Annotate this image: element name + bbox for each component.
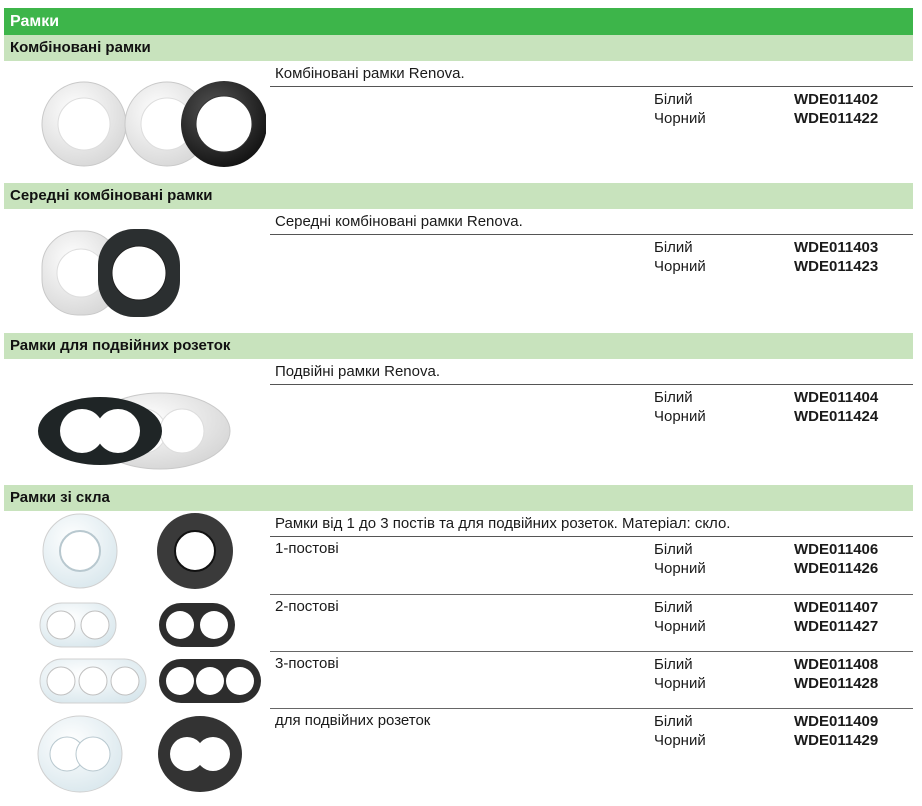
color-white: Білий — [654, 239, 693, 256]
color-white: Білий — [654, 389, 693, 406]
color-list — [654, 598, 706, 636]
section-double-socket-frames — [4, 359, 913, 485]
color-white: Білий — [654, 599, 693, 616]
table-row — [270, 235, 913, 332]
combined-frames-image — [4, 61, 266, 183]
glass-frames-image — [4, 511, 266, 795]
section-glass-frames — [4, 511, 913, 795]
row-label: 2-постові — [275, 598, 339, 615]
color-list — [654, 388, 706, 426]
code-list — [794, 598, 878, 636]
section-heading-double-socket-frames: Рамки для подвійних розеток — [4, 333, 913, 359]
article-code: WDE011427 — [794, 618, 879, 635]
medium-combined-frames-image — [4, 209, 266, 333]
table-row — [270, 385, 913, 484]
row-label: 1-постові — [275, 540, 339, 557]
article-code: WDE011404 — [794, 389, 879, 406]
section-description: Подвійні рамки Renova. — [270, 359, 913, 385]
section-description: Середні комбіновані рамки Renova. — [270, 209, 913, 235]
section-medium-combined-frames — [4, 209, 913, 333]
article-code: WDE011408 — [794, 656, 879, 673]
table-row — [270, 87, 913, 182]
article-code: WDE011402 — [794, 91, 879, 108]
section-heading-combined-frames: Комбіновані рамки — [4, 35, 913, 61]
article-code: WDE011429 — [794, 732, 879, 749]
page-title: Рамки — [4, 8, 913, 35]
code-list — [794, 712, 878, 750]
article-code: WDE011424 — [794, 408, 879, 425]
code-list — [794, 388, 878, 426]
color-black: Чорний — [654, 675, 706, 692]
color-list — [654, 90, 706, 128]
color-white: Білий — [654, 713, 693, 730]
article-code: WDE011426 — [794, 560, 879, 577]
table-row — [270, 595, 913, 652]
color-black: Чорний — [654, 618, 706, 635]
table-row — [270, 709, 913, 789]
article-code: WDE011422 — [794, 110, 879, 127]
color-white: Білий — [654, 91, 693, 108]
article-code: WDE011423 — [794, 258, 879, 275]
color-list — [654, 655, 706, 693]
color-black: Чорний — [654, 408, 706, 425]
article-code: WDE011407 — [794, 599, 879, 616]
color-white: Білий — [654, 656, 693, 673]
code-list — [794, 90, 878, 128]
color-black: Чорний — [654, 560, 706, 577]
double-socket-frames-image — [4, 359, 266, 485]
color-white: Білий — [654, 541, 693, 558]
code-list — [794, 655, 878, 693]
catalog-page — [4, 8, 913, 795]
row-label: 3-постові — [275, 655, 339, 672]
article-code: WDE011409 — [794, 713, 879, 730]
table-row — [270, 652, 913, 709]
section-description: Комбіновані рамки Renova. — [270, 61, 913, 87]
color-black: Чорний — [654, 110, 706, 127]
color-list — [654, 540, 706, 578]
color-list — [654, 712, 706, 750]
row-label: для подвійних розеток — [275, 712, 431, 729]
section-description: Рамки від 1 до 3 постів та для подвійних розеток. Матеріал: скло. — [270, 511, 913, 537]
article-code: WDE011403 — [794, 239, 879, 256]
code-list — [794, 238, 878, 276]
color-black: Чорний — [654, 258, 706, 275]
code-list — [794, 540, 878, 578]
article-code: WDE011428 — [794, 675, 879, 692]
color-list — [654, 238, 706, 276]
color-black: Чорний — [654, 732, 706, 749]
article-code: WDE011406 — [794, 541, 879, 558]
section-combined-frames — [4, 61, 913, 183]
section-heading-medium-combined-frames: Середні комбіновані рамки — [4, 183, 913, 209]
section-heading-glass-frames: Рамки зі скла — [4, 485, 913, 511]
table-row — [270, 537, 913, 595]
